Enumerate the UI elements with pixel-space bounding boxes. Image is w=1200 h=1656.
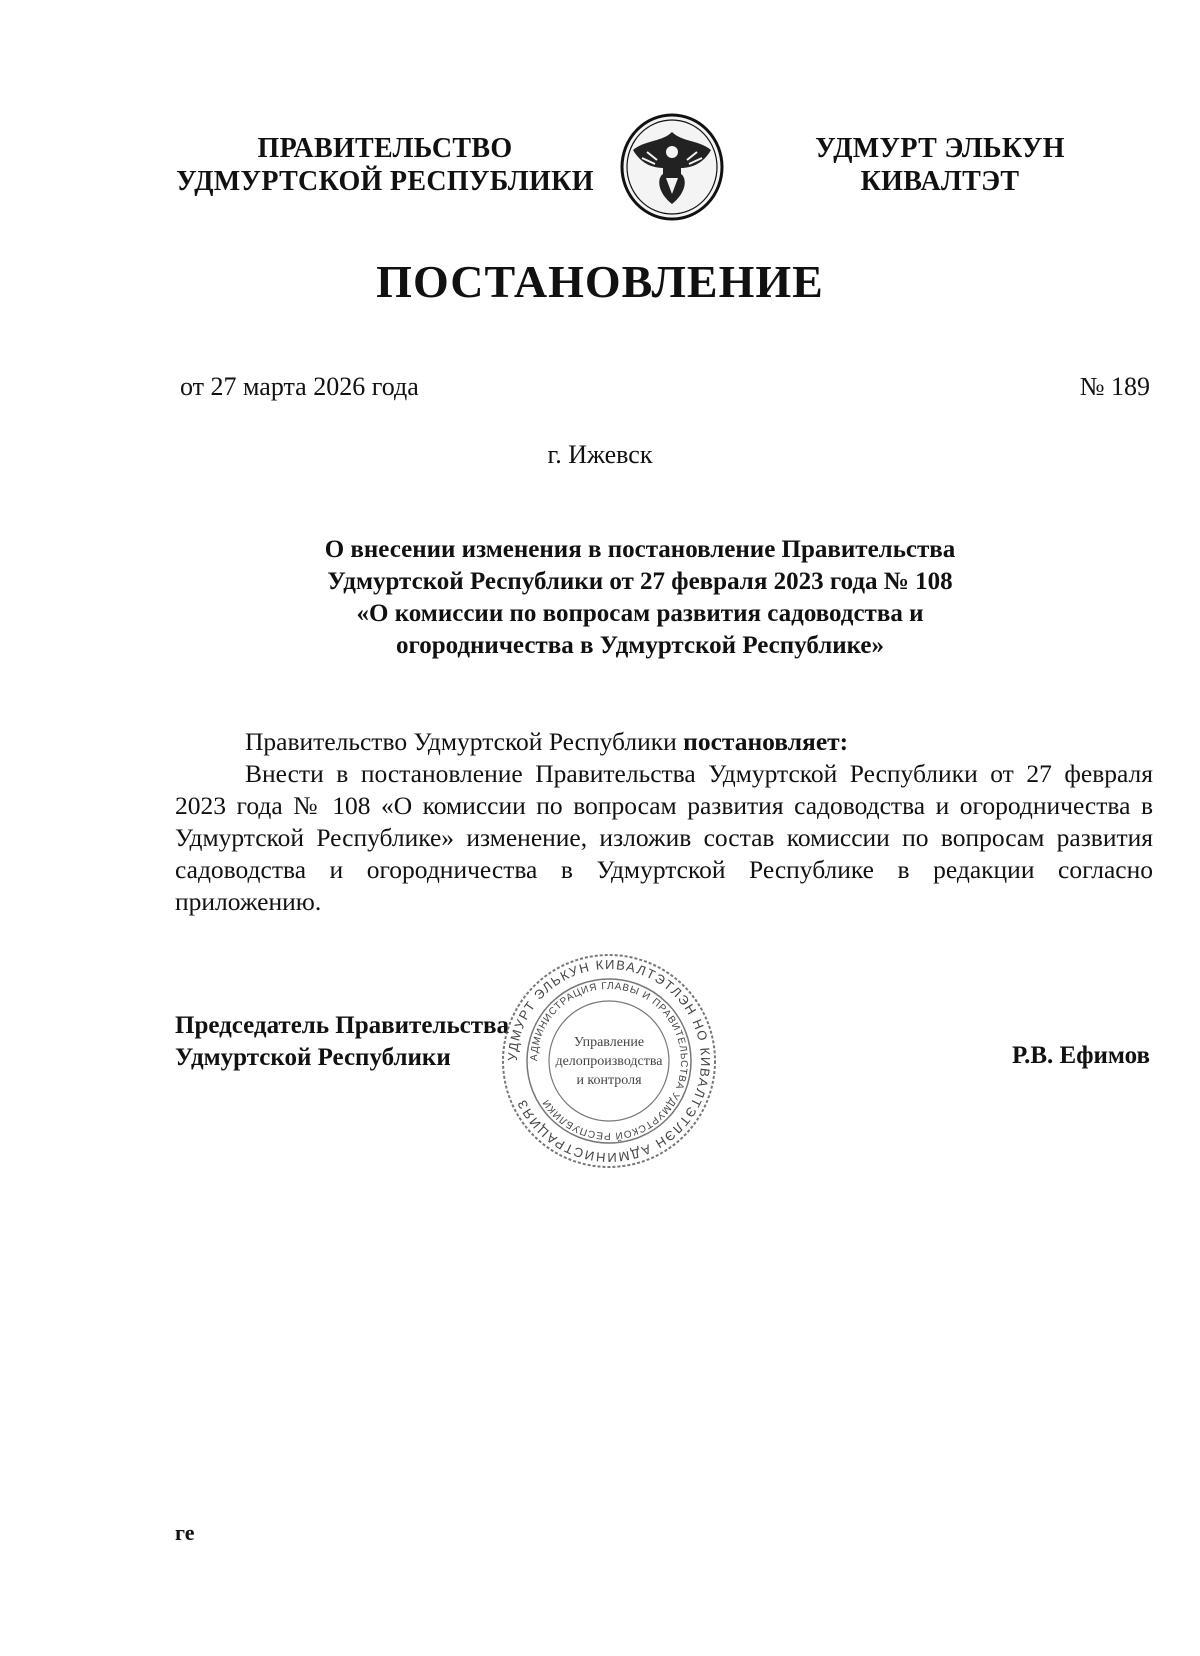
signature-position-line2: Удмуртской Республики <box>175 1044 451 1071</box>
signature-position <box>175 1010 509 1074</box>
official-stamp <box>498 950 720 1172</box>
subject-line1: О внесении изменения в постановление Правительства <box>324 536 956 563</box>
body-intro <box>175 726 1153 758</box>
body-paragraph: Внести в постановление Правительства Удмуртской Республики от 27 февраля 2023 года № 108 «О комиссии по вопросам развития садоводства и огородничества в Удмуртской Республике» изменение, изложив состав комиссии по вопросам развития садоводства и огородничества в Удмуртской Республике в редакции согласно приложению. <box>175 759 1153 916</box>
document-number: № 189 <box>1079 372 1150 401</box>
signature-position-line1: Председатель Правительства <box>175 1012 510 1039</box>
header-right <box>800 132 1080 198</box>
document-body <box>175 726 1153 918</box>
footer-mark: ге <box>175 1520 195 1545</box>
stamp-center-line2: делопроизводства <box>555 1054 663 1069</box>
header-right-line2: КИВАЛТЭТ <box>860 166 1020 197</box>
signature-name: Р.В. Ефимов <box>1011 1042 1150 1069</box>
subject-line4: огородничества в Удмуртской Республике» <box>395 632 885 659</box>
header-left-line2: УДМУРТСКОЙ РЕСПУБЛИКИ <box>176 166 594 197</box>
document-subject <box>250 534 1030 662</box>
body-intro-bold: постановляет: <box>683 727 849 756</box>
subject-line3: «О комиссии по вопросам развития садоводства и <box>356 600 924 627</box>
stamp-center-line3: и контроля <box>576 1073 642 1088</box>
header-left <box>165 132 605 198</box>
body-intro-text: Правительство Удмуртской Республики <box>245 727 684 756</box>
header-left-line1: ПРАВИТЕЛЬСТВО <box>257 133 513 164</box>
stamp-center-line1: Управление <box>573 1035 645 1050</box>
document-city: г. Ижевск <box>547 440 653 469</box>
subject-line2: Удмуртской Республики от 27 февраля 2023 года № 108 <box>327 568 953 595</box>
stamp-inner-text: АДМИНИСТРАЦИЯ ГЛАВЫ И ПРАВИТЕЛЬСТВА УДМУРТСКОЙ РЕСПУБЛИКИ <box>528 980 690 1142</box>
coat-of-arms-icon <box>617 112 727 222</box>
stamp-outer-text: УДМУРТ ЭЛЬКУН КИВАЛТЭТЛЭН НО КИВАЛТЭТЛЭН АДМИНИСТРАЦИЯЗ <box>504 956 714 1166</box>
document-date: от 27 марта 2026 года <box>180 372 419 401</box>
header-right-line1: УДМУРТ ЭЛЬКУН <box>815 133 1065 164</box>
document-title: ПОСТАНОВЛЕНИЕ <box>376 256 824 307</box>
